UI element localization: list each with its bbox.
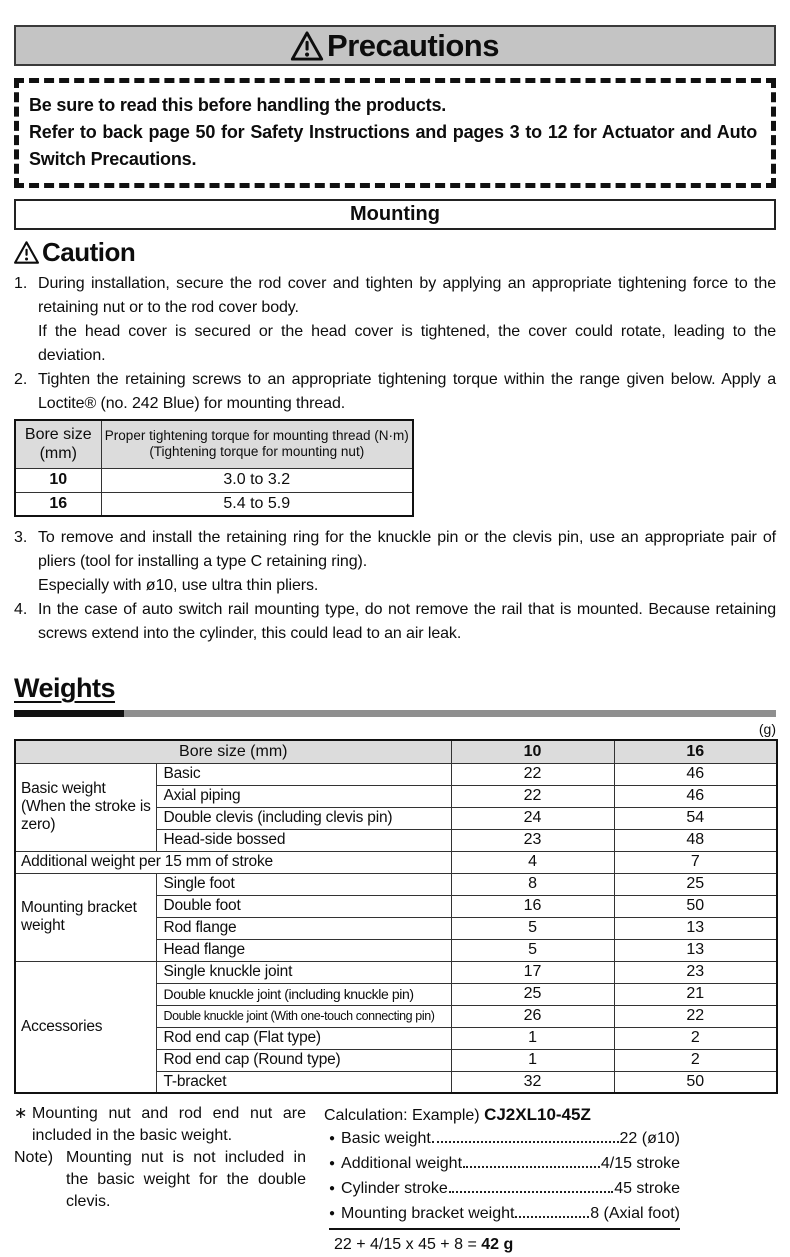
calc-item-value: 4/15 stroke xyxy=(600,1155,680,1172)
footnotes xyxy=(14,1103,306,1257)
caution-item-3 xyxy=(14,526,776,598)
mounting-section-header xyxy=(14,199,776,230)
torque-header-cell xyxy=(101,420,413,468)
value-cell: 7 xyxy=(614,851,777,873)
precautions-banner xyxy=(14,25,776,66)
value-cell: 46 xyxy=(614,763,777,785)
bullet-icon: ● xyxy=(329,1208,336,1219)
value-cell: 25 xyxy=(451,983,614,1005)
dotted-leader xyxy=(449,1191,613,1193)
caution-item-1 xyxy=(14,272,776,368)
safety-notice-box xyxy=(14,78,776,188)
page-title: Precautions xyxy=(327,27,499,63)
calc-line xyxy=(329,1127,680,1152)
item-cell: Double clevis (including clevis pin) xyxy=(156,807,451,829)
bullet-icon: ● xyxy=(329,1133,336,1144)
value-cell: 1 xyxy=(451,1049,614,1071)
calc-line xyxy=(329,1177,680,1202)
col-10-header-cell: 10 xyxy=(451,740,614,763)
dotted-leader xyxy=(515,1216,589,1218)
torque-cell: 3.0 to 3.2 xyxy=(101,468,413,492)
torque-header-line1: Proper tightening torque for mounting thread (N·m) xyxy=(104,428,409,444)
item-cell: Double foot xyxy=(156,895,451,917)
dotted-leader xyxy=(463,1166,600,1168)
value-cell: 13 xyxy=(614,917,777,939)
item-paragraph: In the case of auto switch rail mounting type, do not remove the rail that is mounted. Because retaining screws extend into the cylinder, this could lead to an air leak. xyxy=(38,601,776,642)
item-paragraph: If the head cover is secured or the head cover is tightened, the cover could rotate, leading to the deviation. xyxy=(38,323,776,364)
caution-item-4 xyxy=(14,598,776,646)
notice-line-1: Be sure to read this before handling the products. xyxy=(29,95,447,115)
caution-list-part1 xyxy=(14,272,776,416)
notice-line-2: Refer to back page 50 for Safety Instructions and pages 3 to 12 for Actuator and Auto Switch Precautions. xyxy=(29,122,757,169)
item-cell: T-bracket xyxy=(156,1071,451,1093)
footnote-text: Mounting nut is not included in the basic weight for the double clevis. xyxy=(66,1149,306,1210)
value-cell: 32 xyxy=(451,1071,614,1093)
group-label-cell: Accessories xyxy=(15,961,156,1093)
bore-cell: 16 xyxy=(15,492,101,516)
asterisk-marker: ∗ xyxy=(14,1105,28,1122)
calc-title xyxy=(324,1103,680,1127)
model-number: CJ2XL10-45Z xyxy=(484,1105,591,1124)
calc-label: Calculation: Example) xyxy=(324,1107,485,1124)
table-row xyxy=(15,851,777,873)
bore-size-header-cell: Bore size (mm) xyxy=(15,420,101,468)
table-row xyxy=(15,468,413,492)
calculation-example xyxy=(324,1103,680,1257)
value-cell: 1 xyxy=(451,1027,614,1049)
table-header-row xyxy=(15,420,413,468)
bore-cell: 10 xyxy=(15,468,101,492)
value-cell: 4 xyxy=(451,851,614,873)
calc-item-value: 8 (Axial foot) xyxy=(590,1205,680,1222)
value-cell: 23 xyxy=(451,829,614,851)
value-cell: 24 xyxy=(451,807,614,829)
dotted-leader xyxy=(432,1141,619,1143)
value-cell: 22 xyxy=(614,1005,777,1027)
footnote-text: Mounting nut and rod end nut are included in the basic weight. xyxy=(32,1105,306,1144)
torque-header-line2: (Tightening torque for mounting nut) xyxy=(149,444,365,460)
weights-rule xyxy=(14,710,776,717)
warning-triangle-icon xyxy=(14,241,39,264)
value-cell: 5 xyxy=(451,917,614,939)
item-cell: Double knuckle joint (With one-touch connecting pin) xyxy=(156,1005,451,1027)
calc-line xyxy=(329,1202,680,1230)
value-cell: 25 xyxy=(614,873,777,895)
formula-text: 22 + 4/15 x 45 + 8 = xyxy=(334,1236,482,1253)
item-paragraph: To remove and install the retaining ring for the knuckle pin or the clevis pin, use an appropriate pair of pliers (tool for installing a type C retaining ring). xyxy=(38,529,776,570)
item-paragraph: Especially with ø10, use ultra thin pliers. xyxy=(38,577,319,594)
caution-title: Caution xyxy=(42,237,136,267)
table-row xyxy=(15,873,777,895)
calc-item-value: 45 stroke xyxy=(614,1180,680,1197)
item-cell: Single foot xyxy=(156,873,451,895)
calc-item-label: Mounting bracket weight xyxy=(341,1205,515,1222)
item-cell: Rod end cap (Flat type) xyxy=(156,1027,451,1049)
value-cell: 2 xyxy=(614,1027,777,1049)
bullet-icon: ● xyxy=(329,1183,336,1194)
mounting-title: Mounting xyxy=(350,203,440,225)
value-cell: 48 xyxy=(614,829,777,851)
value-cell: 54 xyxy=(614,807,777,829)
value-cell: 23 xyxy=(614,961,777,983)
calc-item-value: 22 (ø10) xyxy=(619,1130,680,1147)
table-header-row xyxy=(15,740,777,763)
warning-triangle-icon xyxy=(291,31,323,61)
note-marker: Note) xyxy=(14,1149,54,1166)
item-marker: 4. xyxy=(14,601,28,618)
item-cell: Head flange xyxy=(156,939,451,961)
torque-cell: 5.4 to 5.9 xyxy=(101,492,413,516)
value-cell: 8 xyxy=(451,873,614,895)
bullet-icon: ● xyxy=(329,1158,336,1169)
item-cell: Additional weight per 15 mm of stroke xyxy=(15,851,451,873)
value-cell: 22 xyxy=(451,763,614,785)
item-paragraph: Tighten the retaining screws to an appropriate tightening torque within the range given below. Apply a Loctite® (no. 242 Blue) for mounting thread. xyxy=(38,371,776,412)
item-cell: Basic xyxy=(156,763,451,785)
calc-item-label: Cylinder stroke xyxy=(341,1180,448,1197)
value-cell: 2 xyxy=(614,1049,777,1071)
item-marker: 2. xyxy=(14,371,28,388)
value-cell: 16 xyxy=(451,895,614,917)
table-row xyxy=(15,763,777,785)
caution-list-part2 xyxy=(14,526,776,646)
item-cell: Rod end cap (Round type) xyxy=(156,1049,451,1071)
bore-size-header-cell: Bore size (mm) xyxy=(15,740,451,763)
caution-heading xyxy=(14,237,776,268)
calc-item-label: Additional weight xyxy=(341,1155,463,1172)
formula-result: 42 g xyxy=(481,1236,514,1253)
item-cell: Double knuckle joint (including knuckle pin) xyxy=(156,983,451,1005)
item-paragraph: During installation, secure the rod cover and tighten by applying an appropriate tightening force to the retaining nut or to the rod cover body. xyxy=(38,275,776,316)
value-cell: 46 xyxy=(614,785,777,807)
group-label-cell: Basic weight (When the stroke is zero) xyxy=(15,763,156,851)
tightening-torque-table xyxy=(14,419,414,517)
weights-unit-label: (g) xyxy=(758,721,776,737)
value-cell: 13 xyxy=(614,939,777,961)
item-cell: Rod flange xyxy=(156,917,451,939)
table-row xyxy=(15,961,777,983)
footer xyxy=(14,1103,776,1257)
item-marker: 1. xyxy=(14,275,28,292)
value-cell: 22 xyxy=(451,785,614,807)
value-cell: 17 xyxy=(451,961,614,983)
calc-item-label: Basic weight xyxy=(341,1130,431,1147)
item-cell: Axial piping xyxy=(156,785,451,807)
value-cell: 50 xyxy=(614,895,777,917)
weights-table xyxy=(14,739,778,1094)
col-16-header-cell: 16 xyxy=(614,740,777,763)
table-row xyxy=(15,492,413,516)
group-label-cell: Mounting bracket weight xyxy=(15,873,156,961)
caution-item-2 xyxy=(14,368,776,416)
footnote-note xyxy=(14,1147,306,1213)
value-cell: 26 xyxy=(451,1005,614,1027)
value-cell: 21 xyxy=(614,983,777,1005)
item-cell: Head-side bossed xyxy=(156,829,451,851)
calc-lines xyxy=(329,1127,680,1257)
footnote-asterisk xyxy=(14,1103,306,1147)
value-cell: 5 xyxy=(451,939,614,961)
calc-formula xyxy=(334,1230,680,1257)
item-marker: 3. xyxy=(14,529,28,546)
item-cell: Single knuckle joint xyxy=(156,961,451,983)
value-cell: 50 xyxy=(614,1071,777,1093)
calc-line xyxy=(329,1152,680,1177)
weights-title: Weights xyxy=(14,673,116,703)
